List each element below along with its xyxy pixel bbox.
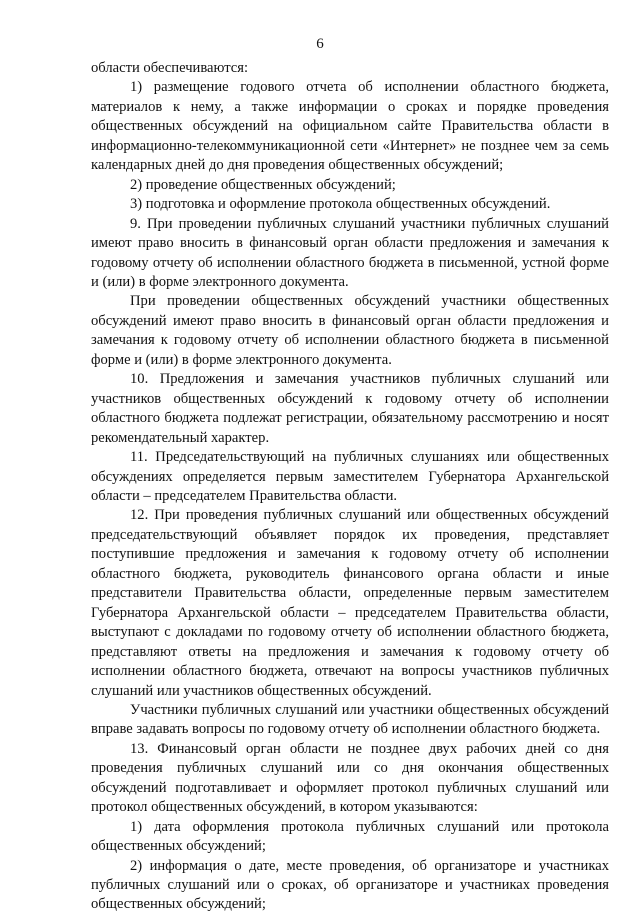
paragraph-section-9-discussions: При проведении общественных обсуждений участники общественных обсуждений имеют право вносить в финансовый орган области предложения и замечания к годовому отчету об исполнении областного бюджета в письменной форме и (или) в форме электронного документа. xyxy=(91,293,609,368)
paragraph-section-12-questions: Участники публичных слушаний или участники общественных обсуждений вправе задавать вопросы по годовому отчету об исполнении областного бюджета. xyxy=(91,701,609,738)
paragraph-item-3-protocol: 3) подготовка и оформление протокола общественных обсуждений. xyxy=(130,196,551,213)
paragraph-section-9: 9. При проведении публичных слушаний участники публичных слушаний имеют право вносить в финансовый орган области предложения и замечания к годовому отчету об исполнении областного бюджета в письменной, устной форме и (или) в форме электронного документа. xyxy=(91,215,609,290)
paragraph-section-10: 10. Предложения и замечания участников публичных слушаний или участников общественных обсуждений к годовому отчету об исполнении областного бюджета подлежат регистрации, обязательному рассмотрению и носят рекомендательный характер. xyxy=(91,371,609,446)
paragraph-item-1-publication: 1) размещение годового отчета об исполнении областного бюджета, материалов к нему, а также информации о сроках и порядке проведения общественных обсуждений на официальном сайте Правительства области в информационно-телекоммуникационной сети «Интернет» не позднее чем за семь календарных дней до дня проведения общественных обсуждений; xyxy=(91,79,609,174)
page-number: 6 xyxy=(316,36,324,52)
paragraph-continuation: области обеспечиваются: xyxy=(91,60,249,76)
paragraph-section-11: 11. Председательствующий на публичных слушаниях или общественных обсуждениях определяется первым заместителем Губернатора Архангельской области – председателем Правительства области. xyxy=(91,449,609,504)
paragraph-section-12: 12. При проведения публичных слушаний или общественных обсуждений председательствующий объявляет порядок их проведения, представляет поступившие предложения и замечания к годовому отчету об исполнении областного бюджета, руководитель финансового органа области и иные представители Правительства области, определенные первым заместителем Губернатора Архангельской области – председателем Правительства области, выступают с докладами по годовому отчету об исполнении областного бюджета, представляют ответы на предложения и замечания к годовому отчету об исполнении областного бюджета, отвечают на вопросы участников публичных слушаний или участников общественных обсуждений. xyxy=(91,507,609,699)
paragraph-section-13-item-1: 1) дата оформления протокола публичных слушаний или протокола общественных обсуждений; xyxy=(91,818,609,855)
document-body xyxy=(91,59,609,915)
paragraph-section-13-item-2: 2) информация о дате, месте проведения, об организаторе и участниках публичных слушаний или о сроках, об организаторе и участниках проведения общественных обсуждений; xyxy=(91,857,609,913)
paragraph-item-2-discussions: 2) проведение общественных обсуждений; xyxy=(130,176,396,193)
paragraph-section-13: 13. Финансовый орган области не позднее двух рабочих дней со дня проведения публичных слушаний или со дня окончания общественных обсуждений подготавливает и оформляет протокол публичных слушаний или протокол общественных обсуждений, в котором указываются: xyxy=(91,740,609,816)
